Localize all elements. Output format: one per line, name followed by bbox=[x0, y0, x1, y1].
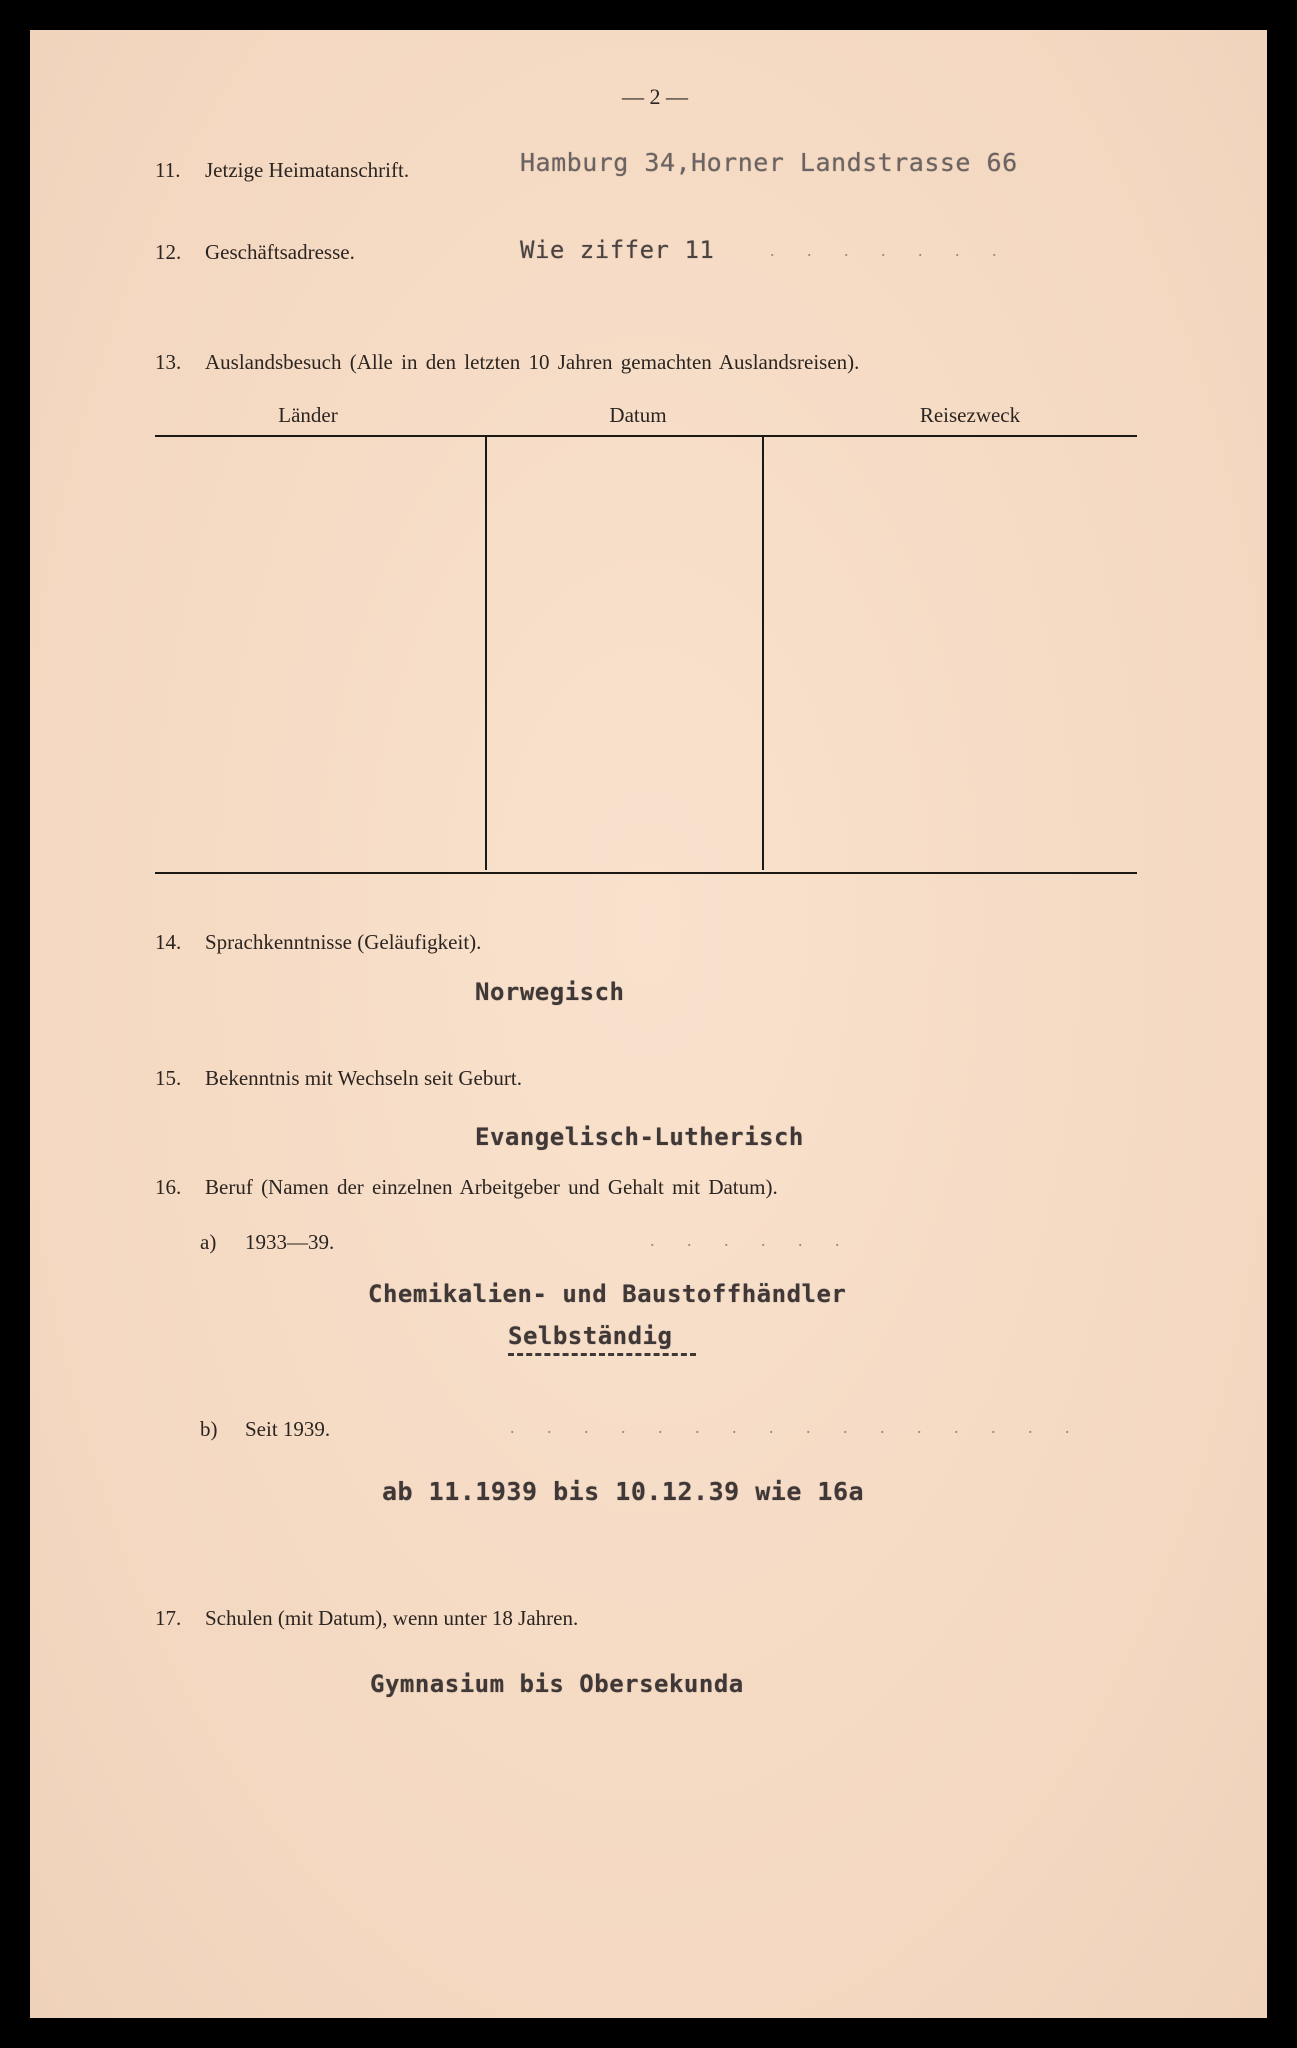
item-16a-employer: Chemikalien- und Baustoffhändler bbox=[368, 1280, 847, 1308]
item-17-number: 17. bbox=[155, 1606, 182, 1630]
item-16-label: Beruf (Namen der einzelnen Arbeitgeber und Gehalt mit Datum). bbox=[205, 1175, 778, 1199]
item-16a-period: 1933—39. bbox=[245, 1230, 335, 1254]
table-header-datum: Datum bbox=[609, 403, 667, 427]
item-17-value: Gymnasium bis Obersekunda bbox=[370, 1670, 744, 1698]
item-16b-value: ab 11.1939 bis 10.12.39 wie 16a bbox=[382, 1477, 865, 1506]
item-14-value: Norwegisch bbox=[475, 978, 625, 1006]
item-16-number: 16. bbox=[155, 1175, 182, 1199]
item-11-label: Jetzige Heimatanschrift. bbox=[205, 158, 410, 182]
dot-leader: . . . . . . . . . . . . . . . . bbox=[510, 1417, 1084, 1437]
item-17-label: Schulen (mit Datum), wenn unter 18 Jahren. bbox=[205, 1606, 579, 1630]
item-11-value: Hamburg 34,Horner Landstrasse 66 bbox=[520, 148, 1018, 177]
item-14-label: Sprachkenntnisse (Geläufigkeit). bbox=[205, 930, 482, 954]
table-header-reisezweck: Reisezweck bbox=[919, 403, 1021, 427]
item-13-label: Auslandsbesuch (Alle in den letzten 10 Jahren gemachten Auslandsreisen). bbox=[205, 350, 860, 374]
item-12-number: 12. bbox=[155, 240, 182, 264]
table-top-rule bbox=[155, 435, 1137, 437]
item-15-number: 15. bbox=[155, 1066, 182, 1090]
item-16b-period: Seit 1939. bbox=[245, 1417, 331, 1441]
item-15-label: Bekenntnis mit Wechseln seit Geburt. bbox=[205, 1066, 522, 1090]
item-16a-label: a) bbox=[200, 1230, 217, 1254]
item-16b-label: b) bbox=[200, 1417, 218, 1441]
table-header-laender: Länder bbox=[278, 403, 338, 427]
item-11-number: 11. bbox=[155, 158, 181, 182]
item-13-number: 13. bbox=[155, 350, 182, 374]
dot-leader: . . . . . . bbox=[650, 1230, 854, 1250]
typed-underline bbox=[508, 1353, 696, 1356]
document-page bbox=[30, 30, 1267, 2018]
dot-leader: . . . . . . . bbox=[770, 240, 1011, 260]
table-bottom-rule bbox=[155, 872, 1137, 874]
item-16a-status: Selbständig bbox=[508, 1322, 673, 1350]
page-number: — 2 — bbox=[622, 84, 688, 109]
item-12-label: Geschäftsadresse. bbox=[205, 240, 355, 264]
item-12-value: Wie ziffer 11 bbox=[520, 236, 715, 264]
item-15-value: Evangelisch-Lutherisch bbox=[475, 1123, 804, 1151]
table-column-divider bbox=[762, 437, 764, 870]
table-column-divider bbox=[485, 437, 487, 870]
item-14-number: 14. bbox=[155, 930, 182, 954]
